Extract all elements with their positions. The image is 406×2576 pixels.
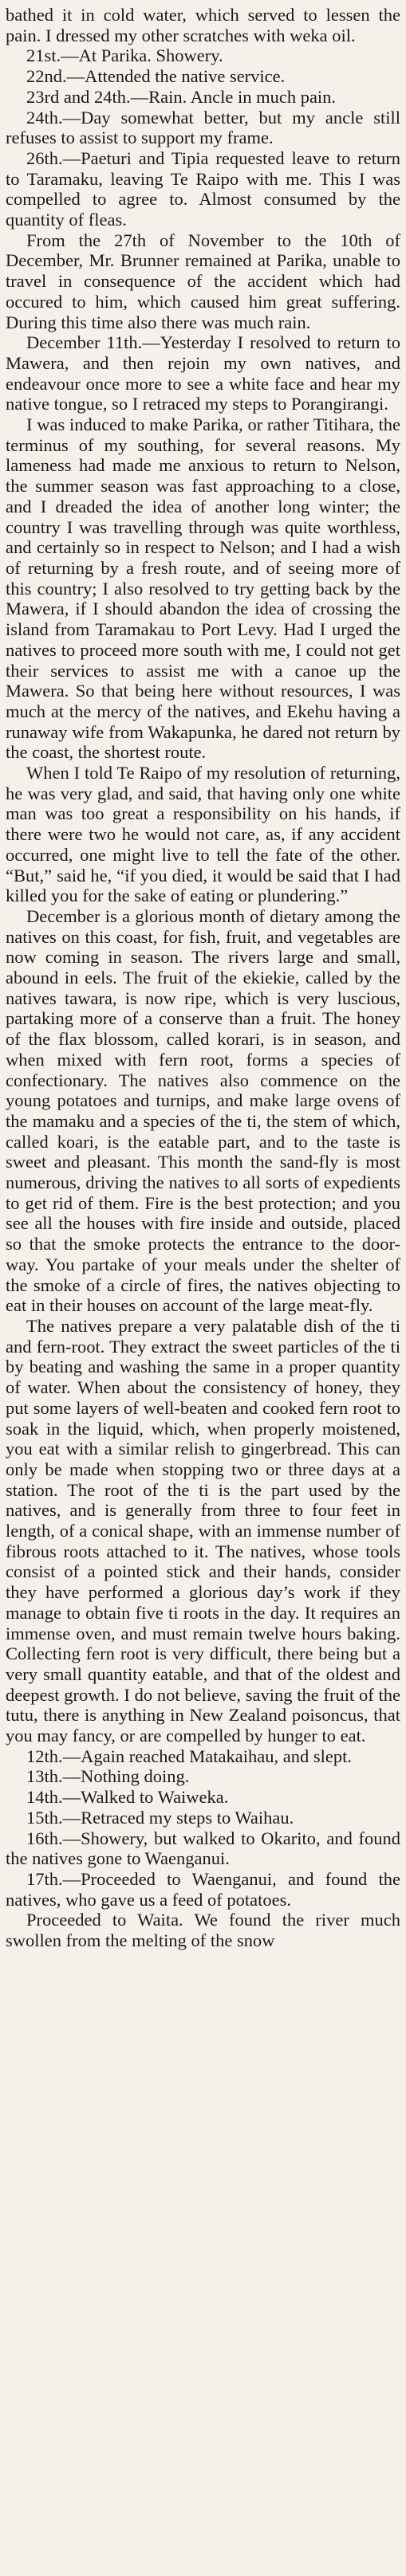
paragraph: 12th.—Again reached Matakaihau, and slept. [26, 1745, 352, 1766]
paragraph: 17th.—Proceeded to Waenganui, and found the natives, who gave us a feed of potatoes. [6, 1868, 400, 1910]
paragraph: December 11th.—Yesterday I resolved to return to Mawera, and then rejoin my own natives, and endeavour once more to see a white face and hear my native tongue, so I retraced my steps to Porangirangi. [6, 332, 400, 414]
paragraph: Proceeded to Waita. We found the river much swollen from the melting of the snow [6, 1910, 400, 1951]
paragraph: 14th.—Walked to Waiweka. [26, 1787, 229, 1808]
paragraph: 26th.—Paeturi and Tipia requested leave to return to Taramaku, leaving Te Raipo with me. This I was compelled to agree to. Almost consumed by the quantity of fleas. [6, 147, 400, 230]
paragraph: I was induced to make Parika, or rather Titihara, the terminus of my southing, for several reasons. My lameness had made me anxious to return to Nelson, the summer season was fast approaching to a close, and I dreaded the idea of another long winter; the country I was travelling through was quite worthless, and certainly so in respect to Nelson; and I had a wish of returning by a fresh route, and of seeing more of this country; I also resolved to try getting back by the Mawera, if I should abandon the idea of crossing the island from Taramakau to Port Levy. Had I urged the natives to proceed more south with me, I could not get their services to assist me with a canoe up the Mawera. So that being here without resources, I was much at the mercy of the natives, and Ekehu having a runaway wife from Wakapunka, he dared not return by the coast, the shortest route. [6, 414, 400, 763]
paragraph: December is a glorious month of dietary among the natives on this coast, for fish, fruit, and vegetables are now coming in season. The rivers large and small, abound in eels. The fruit of the ekiekie, called by the natives tawara, is now ripe, which is very luscious, partaking more of a conserve than a fruit. The honey of the flax blossom, called korari, is in season, and when mixed with fern root, forms a species of confectionary. The natives also commence on the young potatoes and turnips, and make large ovens of the mamaku and a species of the ti, the stem of which, called koari, is the eatable part, and to the taste is sweet and pleasant. This month the sand-fly is most numerous, driving the natives to all sorts of expedients to get rid of them. Fire is the best protection; and you see all the houses with fire inside and outside, placed so that the smoke protects the entrance to the door-way. You partake of your meals under the shelter of the smoke of a circle of fires, the natives objecting to eat in their houses on account of the large meat-fly. [6, 905, 400, 1316]
paragraph: When I told Te Raipo of my resolution of returning, he was very glad, and said, that having only one white man was too great a responsibility on his hands, if there were two he would not care, as, if any accident occurred, one might live to tell the fate of the other. “But,” said he, “if you died, it would be said that I had killed you for the sake of eating or plundering.” [6, 763, 400, 906]
paragraph: 16th.—Showery, but walked to Okarito, and found the natives gone to Waenganui. [6, 1828, 400, 1869]
paragraph: 23rd and 24th.—Rain. Ancle in much pain. [26, 86, 337, 107]
paragraph: 15th.—Retraced my steps to Waihau. [26, 1807, 294, 1828]
paragraph: The natives prepare a very palatable dish of the ti and fern-root. They extract the sweet particles of the ti by beating and washing the same in a proper quantity of water. When about the consistency of honey, they put some layers of well-beaten and cooked fern root to soak in the liquid, which, when properly moistened, you eat with a similar relish to gingerbread. This can only be made when stopping two or three days at a station. The root of the ti is the part used by the natives, and is generally from three to four feet in length, of a conical shape, with an immense number of fibrous roots attached to it. The natives, whose tools consist of a pointed stick and their hands, consider they have performed a glorious day’s work if they manage to obtain five ti roots in the day. It requires an immense oven, and must remain twelve hours baking. Collecting fern root is very difficult, there being but a very small quantity eatable, and that of the oldest and deepest growth. I do not believe, saving the fruit of the tutu, there is anything in New Zealand poisoncus, that you may fancy, or are compelled by hunger to eat. [6, 1316, 400, 1746]
paragraph: From the 27th of November to the 10th of December, Mr. Brunner remained at Parika, unable to travel in consequence of the accident which had occured to him, which caused him great suffering. During this time also there was much rain. [6, 230, 400, 332]
paragraph: 22nd.—Attended the native service. [26, 66, 286, 87]
paragraph: 13th.—Nothing doing. [26, 1766, 190, 1787]
paragraph: 21st.—At Parika. Showery. [26, 45, 223, 66]
paragraph: bathed it in cold water, which served to lessen the pain. I dressed my other scratches with weka oil. [6, 5, 400, 45]
paragraph: 24th.—Day somewhat better, but my ancle still refuses to assist to support my frame. [6, 107, 400, 148]
